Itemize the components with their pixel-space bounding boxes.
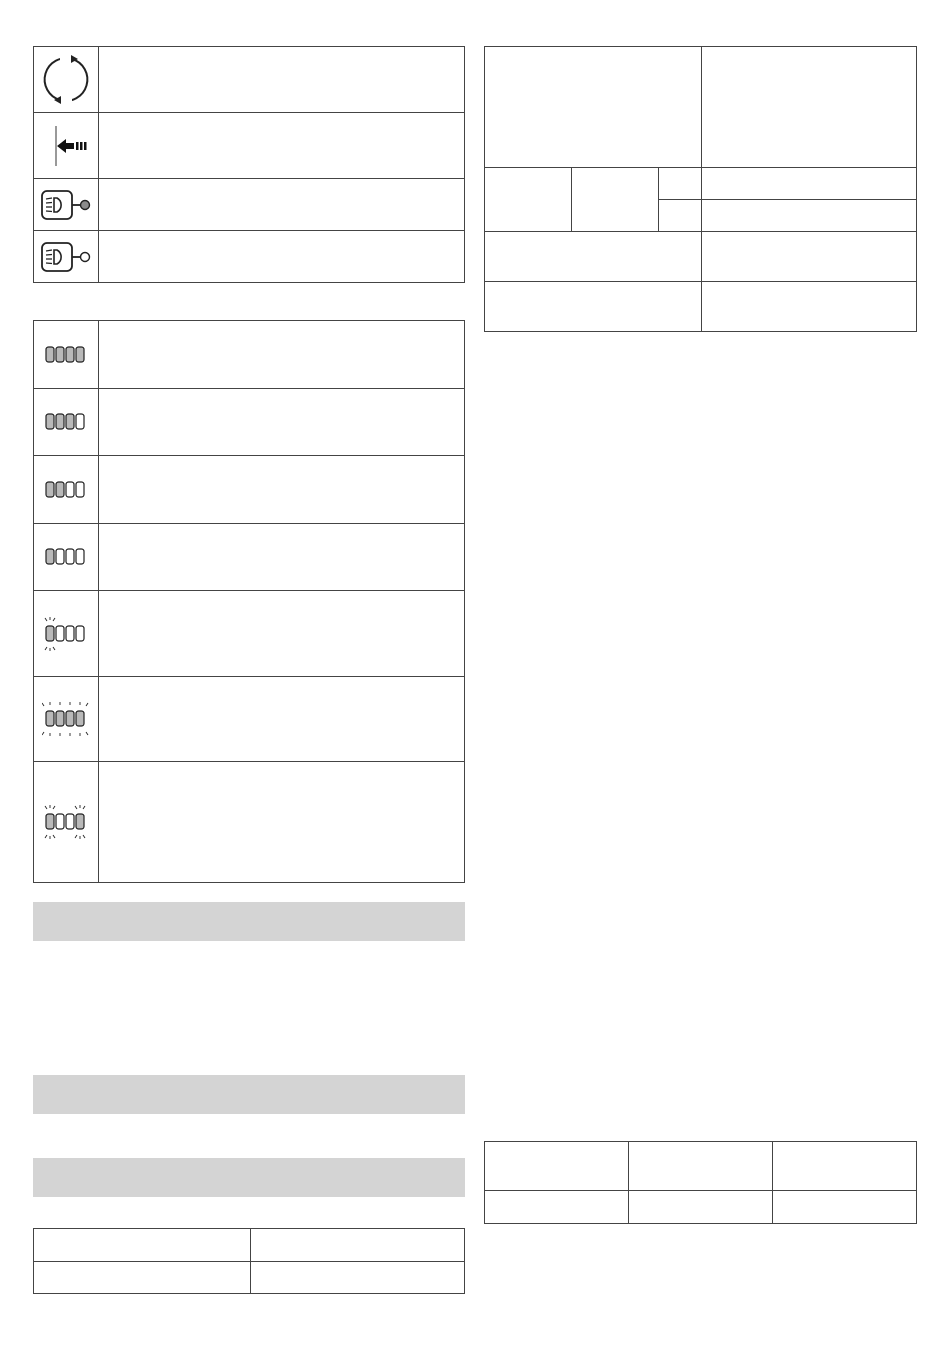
section-header-1 <box>33 902 465 941</box>
left-bottom-table <box>33 1228 465 1294</box>
headlight-on-icon <box>34 179 98 230</box>
symbol-table <box>33 46 465 283</box>
section-header-2 <box>33 1075 465 1114</box>
battery-1-blinking-icon <box>34 591 98 676</box>
battery-1-of-4-icon <box>34 524 98 590</box>
battery-outer-blinking-icon <box>34 762 98 882</box>
battery-all-blinking-icon <box>34 677 98 761</box>
battery-2-of-4-icon <box>34 456 98 523</box>
section-header-3 <box>33 1158 465 1197</box>
battery-3-of-4-icon <box>34 389 98 455</box>
battery-4-of-4-icon <box>34 321 98 388</box>
battery-table <box>33 320 465 883</box>
spec-table <box>484 46 917 332</box>
right-bottom-table <box>484 1141 917 1224</box>
arrow-to-line-icon <box>34 113 98 178</box>
rotation-arrows-icon <box>34 47 98 112</box>
headlight-off-icon <box>34 231 98 282</box>
